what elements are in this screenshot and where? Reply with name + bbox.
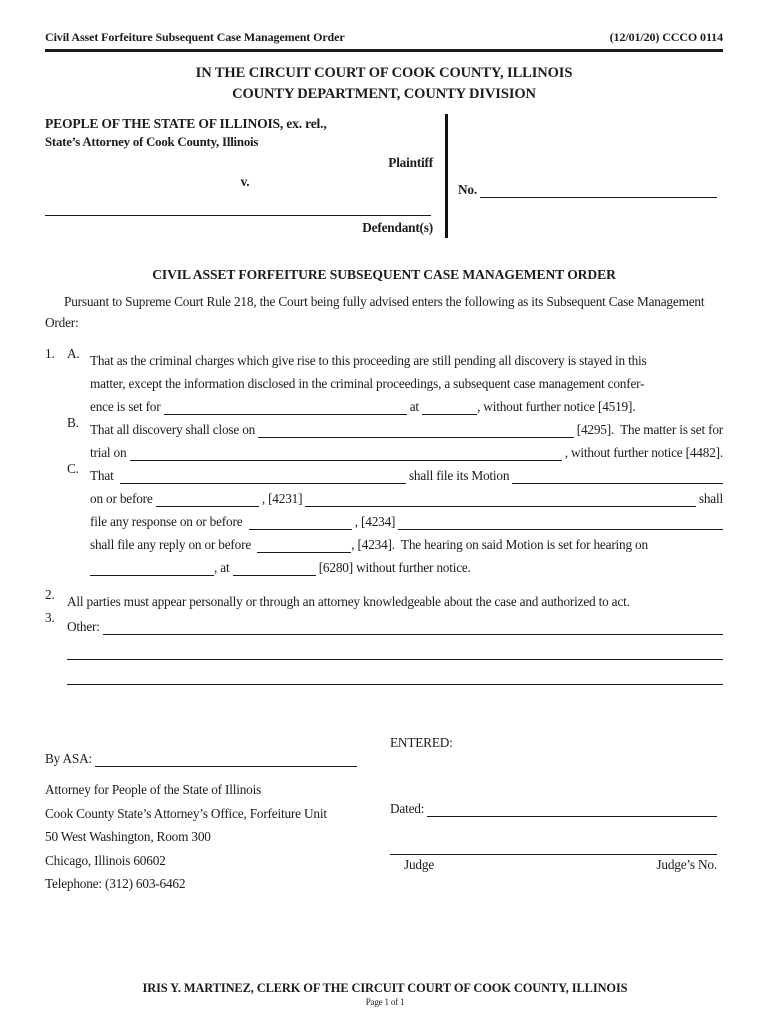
item-1a-text1: That as the criminal charges which give rise to this proceeding are still pending all discovery is stayed in this [90,353,647,368]
item-2-text: All parties must appear personally or through an attorney knowledgeable about the case and authorized to act. [67,594,630,609]
item-3-number: 3. [45,610,55,625]
item-1c-line2 [90,484,723,507]
item-1c-line4 [90,530,723,553]
form-header-title: Civil Asset Forfeiture Subsequent Case Management Order [45,30,345,44]
case-number-field[interactable] [480,182,717,198]
attorney-address [45,778,390,896]
item-3 [45,610,723,685]
asa-signature-field[interactable] [95,751,357,767]
plaintiff-name-line1: PEOPLE OF THE STATE OF ILLINOIS, ex. rel., [45,116,327,131]
discovery-close-date-field[interactable] [258,422,573,438]
other-field-line1[interactable] [103,619,723,635]
motion-due-date-field[interactable] [156,491,259,507]
reply-party-field[interactable] [398,514,723,530]
item-1-number: 1. [45,346,55,361]
response-due-date-field[interactable] [249,514,352,530]
item-3-label: Other: [67,619,103,634]
trial-date-field[interactable] [130,445,562,461]
plaintiff-label: Plaintiff [388,155,433,170]
caption-left [45,114,445,238]
item-1c-text1: That [90,468,120,483]
item-3-line3 [67,660,723,685]
dated-label: Dated: [390,801,428,816]
item-1b-letter: B. [67,415,79,430]
order-items [45,346,723,685]
item-1c-line1 [90,461,723,484]
page-number: Page 1 of 1 [365,997,405,1007]
attorney-line: Telephone: (312) 603-6462 [45,876,186,891]
court-title [45,63,723,105]
page-footer [0,981,770,1007]
signature-left [45,734,390,896]
response-party-field[interactable] [305,491,695,507]
case-number-label: No. [458,182,481,197]
item-1b-text3: trial on [90,445,130,460]
item-1a-letter: A. [67,346,80,361]
judge-labels-row [390,855,723,874]
hearing-date-field[interactable] [90,560,214,576]
item-1a-line2 [90,369,723,392]
item-1c [67,461,723,576]
judge-label: Judge [404,857,435,872]
reply-due-date-field[interactable] [257,537,351,553]
versus-label: v. [240,174,250,189]
item-1c-text2: shall file its Motion [405,468,513,483]
item-1b [67,415,723,461]
item-1c-text7: , [4234] [351,514,399,529]
clerk-line: IRIS Y. MARTINEZ, CLERK OF THE CIRCUIT COURT OF COOK COUNTY, ILLINOIS [142,981,628,995]
item-1c-text10: , at [214,560,233,575]
order-intro: Pursuant to Supreme Court Rule 218, the Court being fully advised enters the following as its Subsequent Case Management Order: [45,294,705,330]
item-1c-text11: [6280] without further notice. [315,560,471,575]
by-asa-label: By ASA: [45,751,96,766]
item-1c-text5: shall [695,491,723,506]
plaintiff-name-line2: State’s Attorney of Cook County, Illinois [45,135,259,149]
item-1a-text5: , without further notice [4519]. [477,399,636,414]
order-title: CIVIL ASSET FORFEITURE SUBSEQUENT CASE MANAGEMENT ORDER [152,267,616,282]
hearing-time-field[interactable] [233,560,316,576]
item-1c-line5 [90,553,723,576]
item-3-line1 [67,610,723,635]
item-1b-line1 [90,415,723,438]
item-1c-text6: file any response on or before [90,514,249,529]
case-caption [45,114,723,238]
item-1a-line1 [90,346,723,369]
signature-right [390,734,723,896]
court-title-line2: COUNTY DEPARTMENT, COUNTY DIVISION [232,86,536,102]
item-1 [45,346,723,576]
item-1b-text4: , without further notice [4482]. [561,445,723,460]
form-header [45,30,723,52]
item-2-line1 [67,587,723,610]
other-field-line2[interactable] [67,644,723,660]
attorney-line: Attorney for People of the State of Illinois [45,782,262,797]
defendant-label: Defendant(s) [362,220,433,235]
item-3-line2 [67,635,723,660]
caption-right [448,114,723,238]
item-1c-line3 [90,507,723,530]
item-1a-text2: matter, except the information disclosed in the criminal proceedings, a subsequent case management confer- [90,376,645,391]
dated-field[interactable] [427,801,717,817]
movant-name-field[interactable] [120,468,406,484]
conference-date-field[interactable] [164,399,407,415]
by-asa-row [45,747,390,767]
entered-label: ENTERED: [390,735,453,750]
motion-name-field[interactable] [512,468,723,484]
attorney-line: 50 West Washington, Room 300 [45,829,211,844]
item-1a-line3 [90,392,723,415]
court-title-line1: IN THE CIRCUIT COURT OF COOK COUNTY, ILLINOIS [195,65,573,81]
signature-block [45,734,723,896]
item-1b-text2: [4295]. The matter is set for [573,422,723,437]
attorney-line: Chicago, Illinois 60602 [45,852,166,868]
defendant-name-field[interactable] [45,191,431,216]
judges-no-label: Judge’s No. [656,857,717,872]
form-header-number: (12/01/20) CCCO 0114 [609,30,723,44]
item-1a-text3: ence is set for [90,399,164,414]
dated-row [390,797,723,817]
item-1a-text4: at [406,399,423,414]
item-1-subitems [67,346,723,576]
item-1c-text4: , [4231] [258,491,306,506]
item-2-number: 2. [45,587,55,602]
item-1c-text9: , [4234]. The hearing on said Motion is set for hearing on [351,537,648,552]
case-number-row [458,178,723,198]
item-1a [67,346,723,415]
item-1c-letter: C. [67,461,79,476]
item-1c-text3: on or before [90,491,156,506]
attorney-line: Cook County State’s Attorney’s Office, Forfeiture Unit [45,805,327,821]
item-2 [45,587,723,610]
item-1c-text8: shall file any reply on or before [90,537,258,552]
item-1b-line2 [90,438,723,461]
other-field-line3[interactable] [67,669,723,685]
conference-time-field[interactable] [422,399,477,415]
item-1b-text1: That all discovery shall close on [90,422,259,437]
